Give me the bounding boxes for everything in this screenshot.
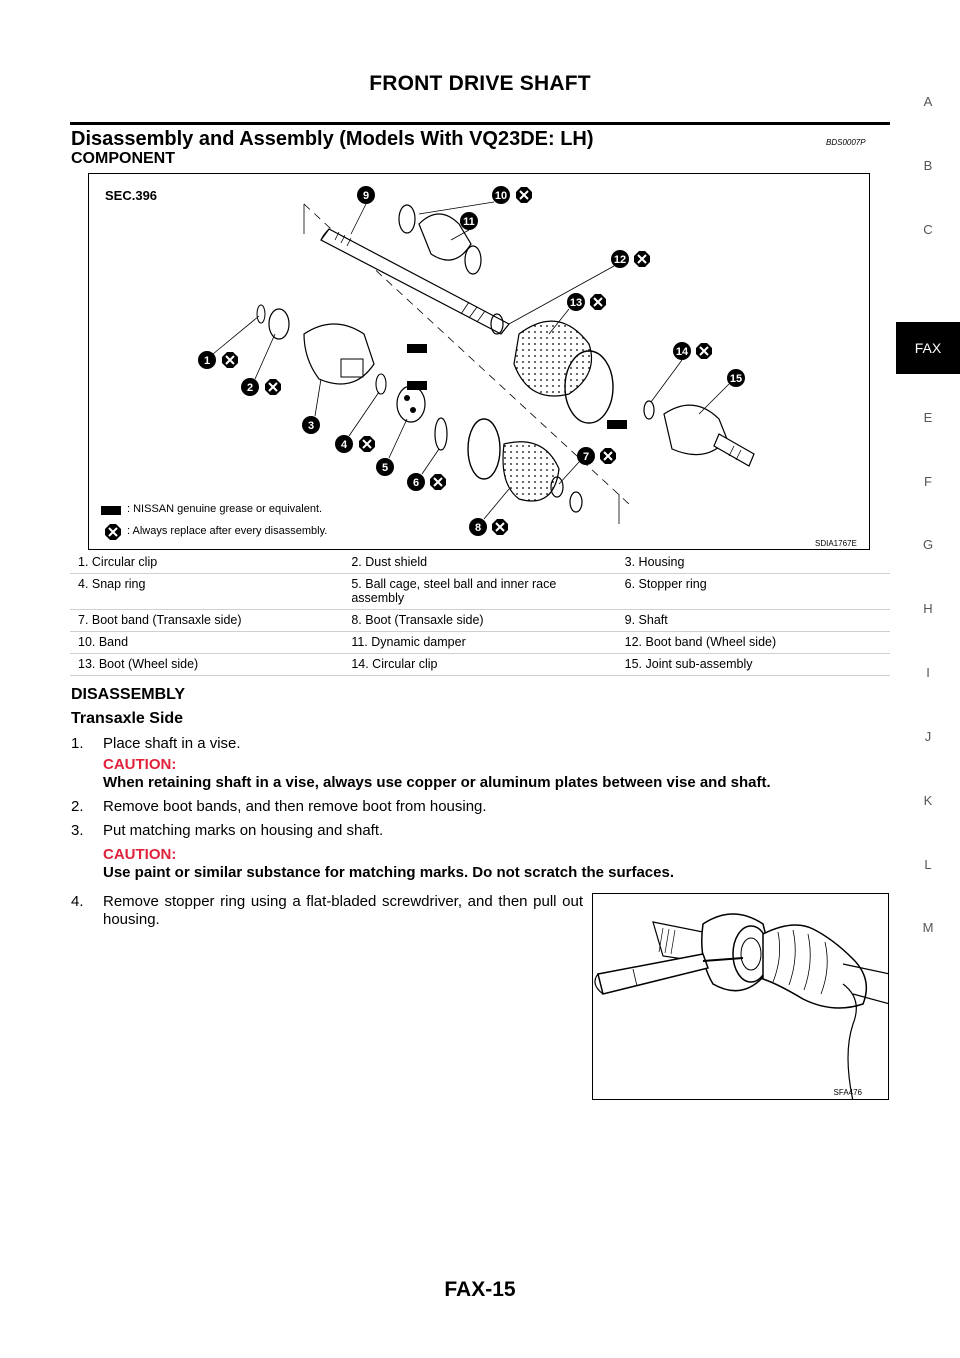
part-cell: 6. Stopper ring — [617, 574, 890, 610]
table-row — [70, 610, 890, 632]
part-cell: 2. Dust shield — [343, 552, 616, 574]
step-text: Put matching marks on housing and shaft. — [103, 822, 384, 839]
component-diagram — [88, 173, 870, 550]
part-cell: 10. Band — [70, 632, 343, 654]
svg-text:13: 13 — [569, 297, 583, 309]
callout-10 — [492, 186, 510, 204]
legend-replace — [127, 525, 327, 537]
step-number: 3. — [71, 822, 84, 839]
component-heading: COMPONENT — [71, 150, 175, 167]
step-number: 2. — [71, 798, 84, 815]
svg-text:4: 4 — [340, 439, 348, 451]
side-index-k[interactable]: K — [923, 793, 933, 808]
callout-9 — [357, 186, 375, 204]
part-cell: 11. Dynamic damper — [343, 632, 616, 654]
side-index-b[interactable]: B — [923, 158, 933, 173]
table-row — [70, 574, 890, 610]
exploded-view-drawing — [89, 174, 871, 551]
caution-text-2: Use paint or similar substance for matching marks. Do not scratch the surfaces. — [103, 864, 675, 881]
callout-14 — [673, 342, 691, 360]
callout-12 — [611, 250, 629, 268]
part-cell: 1. Circular clip — [70, 552, 343, 574]
callout-6 — [407, 473, 425, 491]
shaft-drawing — [321, 229, 509, 334]
table-row — [70, 654, 890, 676]
step-2 — [71, 798, 487, 816]
callout-5 — [376, 458, 394, 476]
header-rule — [70, 122, 890, 125]
photo-code: SFA476 — [833, 1088, 862, 1097]
caution-label-1: CAUTION: — [103, 756, 177, 773]
parts-table — [70, 552, 890, 676]
housing-removal-illustration — [592, 893, 889, 1100]
svg-text:15: 15 — [729, 373, 743, 385]
part-cell: 15. Joint sub-assembly — [617, 654, 890, 676]
leader-lines — [213, 202, 729, 519]
grease-legend-icon — [101, 506, 121, 515]
figure-code: SDIA1767E — [815, 539, 857, 548]
side-index-i[interactable]: I — [926, 665, 930, 680]
step-3 — [71, 822, 383, 840]
callout-8 — [469, 518, 487, 536]
part-cell: 8. Boot (Transaxle side) — [343, 610, 616, 632]
part-callouts — [198, 186, 745, 536]
svg-text:10: 10 — [494, 190, 508, 202]
side-index-l[interactable]: L — [924, 857, 932, 872]
part-cell: 14. Circular clip — [343, 654, 616, 676]
callout-15 — [727, 369, 745, 387]
callout-11 — [460, 212, 478, 230]
page-header: FRONT DRIVE SHAFT — [369, 72, 591, 95]
side-index-a[interactable]: A — [923, 94, 933, 109]
part-cell: 9. Shaft — [617, 610, 890, 632]
table-row — [70, 632, 890, 654]
svg-text:1: 1 — [203, 355, 211, 367]
section-code: BDS0007P — [826, 138, 866, 147]
callout-2 — [241, 378, 259, 396]
legend-grease — [127, 503, 322, 515]
svg-text:14: 14 — [675, 346, 689, 358]
svg-text:8: 8 — [474, 522, 482, 534]
part-cell: 4. Snap ring — [70, 574, 343, 610]
part-cell: 7. Boot band (Transaxle side) — [70, 610, 343, 632]
callout-3 — [302, 416, 320, 434]
step-1 — [71, 735, 241, 753]
transaxle-side-boot-drawing — [468, 419, 582, 512]
step-text: Place shaft in a vise. — [103, 735, 241, 752]
page-number: FAX-15 — [444, 1278, 516, 1301]
side-index-f[interactable]: F — [924, 474, 932, 489]
step-number: 4. — [71, 893, 84, 910]
callout-4 — [335, 435, 353, 453]
svg-text:9: 9 — [362, 190, 370, 202]
step-number: 1. — [71, 735, 84, 752]
part-cell: 5. Ball cage, steel ball and inner race assembly — [343, 574, 616, 610]
side-index-j[interactable]: J — [924, 729, 932, 744]
sec-label: SEC.396 — [105, 188, 158, 203]
replace-legend-icon — [105, 524, 121, 540]
svg-text:7: 7 — [582, 451, 590, 463]
legend-replace-text: : Always replace after every disassembly. — [127, 525, 328, 537]
side-index-fax-active[interactable]: FAX — [896, 322, 960, 374]
svg-text:2: 2 — [246, 382, 254, 394]
svg-text:11: 11 — [463, 216, 475, 228]
screwdriver-illustration — [593, 894, 889, 1100]
table-row — [70, 552, 890, 574]
step-text: Remove stopper ring using a flat-bladed screwdriver, and then pull out housing. — [103, 893, 583, 928]
caution-label-2: CAUTION: — [103, 846, 177, 863]
part-cell: 13. Boot (Wheel side) — [70, 654, 343, 676]
step-text: Remove boot bands, and then remove boot from housing. — [103, 798, 487, 815]
callout-7 — [577, 447, 595, 465]
part-cell: 3. Housing — [617, 552, 890, 574]
svg-text:12: 12 — [613, 254, 627, 266]
disassembly-heading: DISASSEMBLY — [71, 686, 186, 703]
svg-text:6: 6 — [412, 477, 420, 489]
svg-text:5: 5 — [381, 462, 389, 474]
transaxle-side-heading: Transaxle Side — [71, 710, 184, 727]
svg-text:3: 3 — [307, 420, 315, 432]
part-cell: 12. Boot band (Wheel side) — [617, 632, 890, 654]
step-4 — [71, 893, 583, 929]
side-index-h[interactable]: H — [923, 601, 933, 616]
legend-grease-text: : NISSAN genuine grease or equivalent. — [127, 503, 323, 515]
side-index-g[interactable]: G — [922, 537, 934, 552]
caution-text-1: When retaining shaft in a vise, always use copper or aluminum plates between vise and shaft. — [103, 774, 771, 791]
housing-drawing — [257, 305, 374, 384]
side-index-e[interactable]: E — [923, 410, 933, 425]
side-index-m[interactable]: M — [922, 920, 934, 935]
side-index-c[interactable]: C — [923, 222, 933, 237]
callout-13 — [567, 293, 585, 311]
section-title: Disassembly and Assembly (Models With VQ23DE: LH) — [71, 128, 594, 150]
joint-sub-assembly-drawing — [644, 401, 754, 466]
